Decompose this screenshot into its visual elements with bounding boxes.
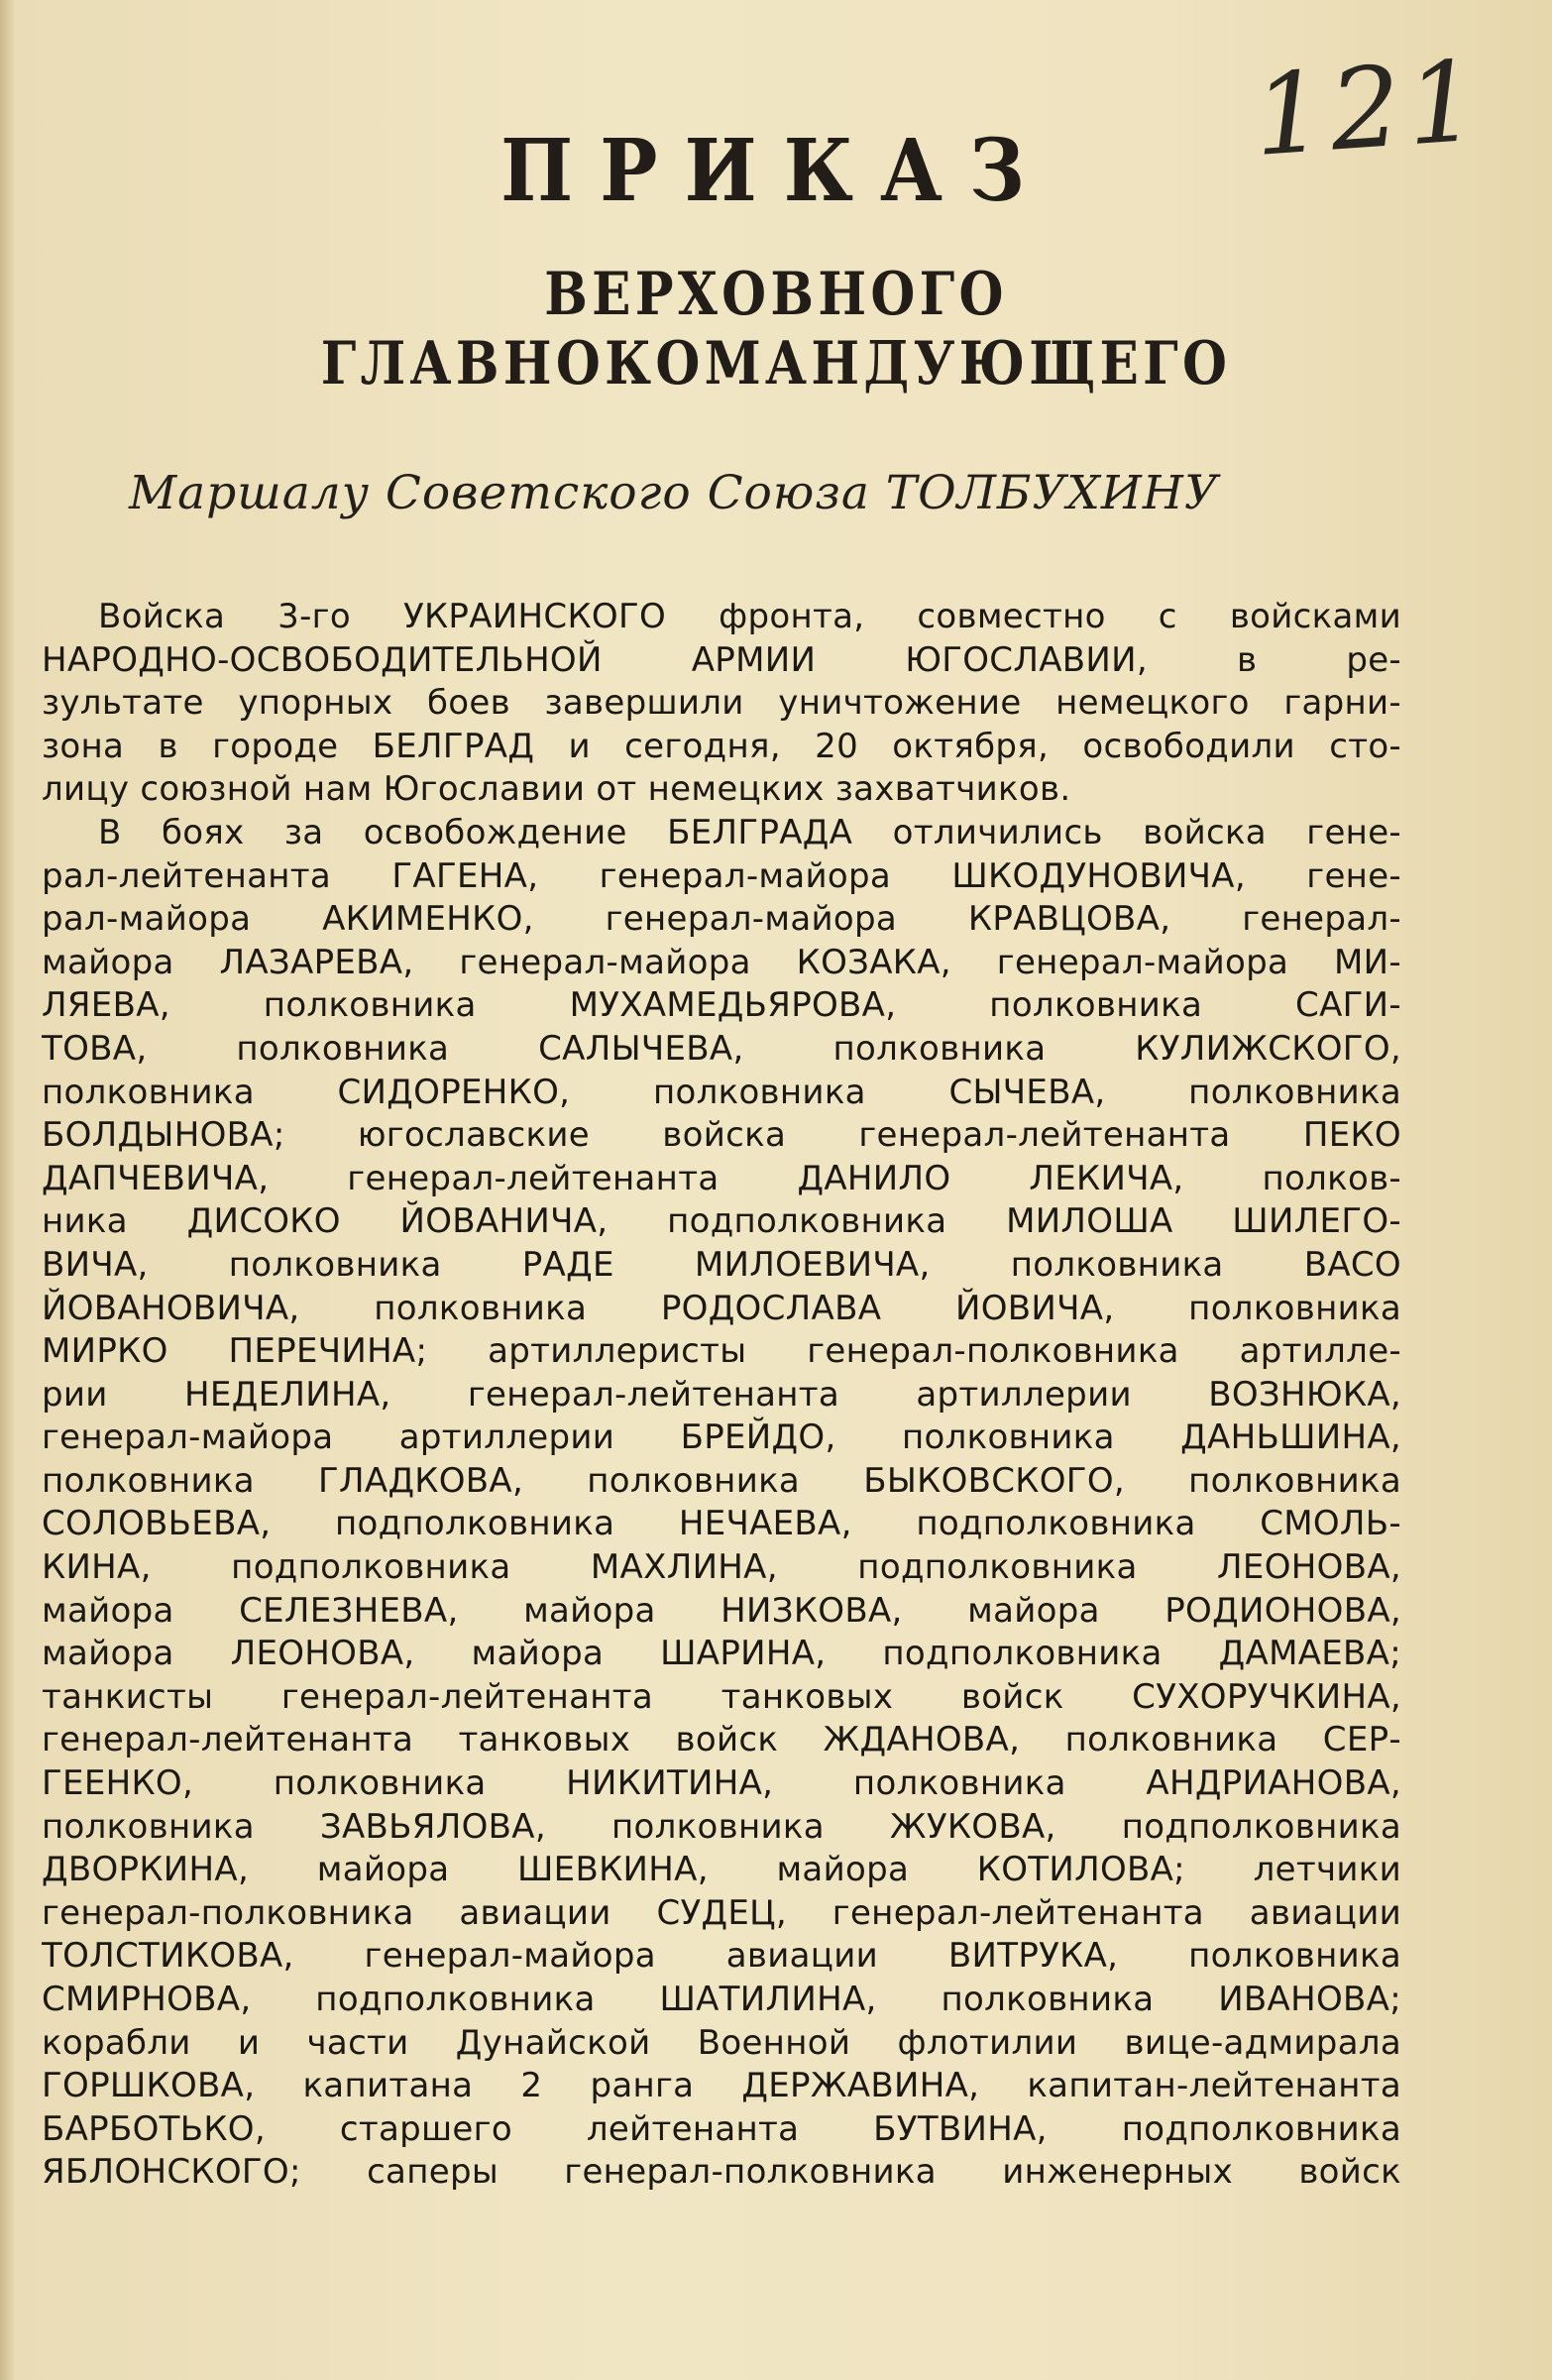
text-line: КИНА, подполковника МАХЛИНА, подполковника ЛЕОНОВА, — [42, 1547, 1401, 1588]
text-line: ДВОРКИНА, майора ШЕВКИНА, майора КОТИЛОВА; летчики — [42, 1850, 1401, 1890]
text-line: генерал-майора артиллерии БРЕЙДО, полковника ДАНЬШИНА, — [42, 1417, 1401, 1458]
text-line: полковника ГЛАДКОВА, полковника БЫКОВСКОГО, полковника — [42, 1460, 1401, 1501]
text-line: рал-майора АКИМЕНКО, генерал-майора КРАВЦОВА, генерал- — [42, 899, 1401, 940]
text-line: БОЛДЫНОВА; югославские войска генерал-лейтенанта ПЕКО — [42, 1115, 1401, 1156]
text-line: В боях за освобождение БЕЛГРАДА отличились войска гене- — [98, 812, 1401, 852]
text-line: зона в городе БЕЛГРАД и сегодня, 20 октября, освободили сто- — [42, 726, 1401, 766]
text-line: корабли и части Дунайской Военной флотилии вице-адмирала — [42, 2022, 1401, 2063]
text-line: рал-лейтенанта ГАГЕНА, генерал-майора ШКОДУНОВИЧА, гене- — [42, 855, 1401, 896]
text-line: рии НЕДЕЛИНА, генерал-лейтенанта артиллерии ВОЗНЮКА, — [42, 1374, 1401, 1415]
text-line: ГОРШКОВА, капитана 2 ранга ДЕРЖАВИНА, капитан-лейтенанта — [42, 2066, 1401, 2106]
text-line: ГЕЕНКО, полковника НИКИТИНА, полковника АНДРИАНОВА, — [42, 1763, 1401, 1804]
text-line: ЛЯЕВА, полковника МУХАМЕДЬЯРОВА, полковника САГИ- — [42, 985, 1401, 1026]
handwritten-page-number: 121 — [1249, 37, 1489, 181]
text-line: майора ЛЕОНОВА, майора ШАРИНА, подполковника ДАМАЕВА; — [42, 1634, 1401, 1674]
text-line: ТОЛСТИКОВА, генерал-майора авиации ВИТРУКА, полковника — [42, 1936, 1401, 1977]
text-line: майора ЛАЗАРЕВА, генерал-майора КОЗАКА, генерал-майора МИ- — [42, 942, 1401, 982]
page-edge — [0, 0, 14, 2380]
addressee: Маршалу Советского Союза ТОЛБУХИНУ — [129, 466, 1219, 520]
text-line: СОЛОВЬЕВА, подполковника НЕЧАЕВА, подполковника СМОЛЬ- — [42, 1504, 1401, 1544]
text-line: танкисты генерал-лейтенанта танковых войск СУХОРУЧКИНА, — [42, 1676, 1401, 1717]
text-line: ДАПЧЕВИЧА, генерал-лейтенанта ДАНИЛО ЛЕКИЧА, полков- — [42, 1158, 1401, 1198]
text-line: генерал-полковника авиации СУДЕЦ, генерал-лейтенанта авиации — [42, 1892, 1401, 1933]
document-title: ПРИКАЗ — [500, 121, 1052, 221]
text-line: ТОВА, полковника САЛЫЧЕВА, полковника КУЛИЖСКОГО, — [42, 1028, 1401, 1069]
text-line: майора СЕЛЕЗНЕВА, майора НИЗКОВА, майора РОДИОНОВА, — [42, 1590, 1401, 1631]
text-line: ЙОВАНОВИЧА, полковника РОДОСЛАВА ЙОВИЧА, полковника — [42, 1288, 1401, 1328]
text-line: БАРБОТЬКО, старшего лейтенанта БУТВИНА, подполковника — [42, 2108, 1401, 2149]
text-line: Войска 3-го УКРАИНСКОГО фронта, совместно с войсками — [98, 597, 1401, 636]
text-line: ВИЧА, полковника РАДЕ МИЛОЕВИЧА, полковника ВАСО — [42, 1244, 1401, 1285]
document-subtitle: ВЕРХОВНОГО ГЛАВНОКОМАНДУЮЩЕГО — [320, 260, 1232, 398]
text-line: зультате упорных боев завершили уничтожение немецкого гарни- — [42, 683, 1401, 724]
text-line: СМИРНОВА, подполковника ШАТИЛИНА, полковника ИВАНОВА; — [42, 1980, 1401, 2019]
text-line: полковника ЗАВЬЯЛОВА, полковника ЖУКОВА, подполковника — [42, 1806, 1401, 1847]
text-line: НАРОДНО-ОСВОБОДИТЕЛЬНОЙ АРМИИ ЮГОСЛАВИИ, в ре- — [42, 639, 1401, 680]
text-line: полковника СИДОРЕНКО, полковника СЫЧЕВА, полковника — [42, 1072, 1401, 1112]
text-line: МИРКО ПЕРЕЧИНА; артиллеристы генерал-полковника артилле- — [42, 1331, 1401, 1372]
text-line: лицу союзной нам Югославии от немецких захватчиков. — [42, 769, 1071, 810]
text-line: ЯБЛОНСКОГО; саперы генерал-полковника инженерных войск — [42, 2152, 1401, 2193]
text-line: генерал-лейтенанта танковых войск ЖДАНОВА, полковника СЕР- — [42, 1720, 1401, 1760]
order-body — [42, 596, 1401, 2195]
text-line: ника ДИСОКО ЙОВАНИЧА, подполковника МИЛОША ШИЛЕГО- — [42, 1201, 1401, 1242]
